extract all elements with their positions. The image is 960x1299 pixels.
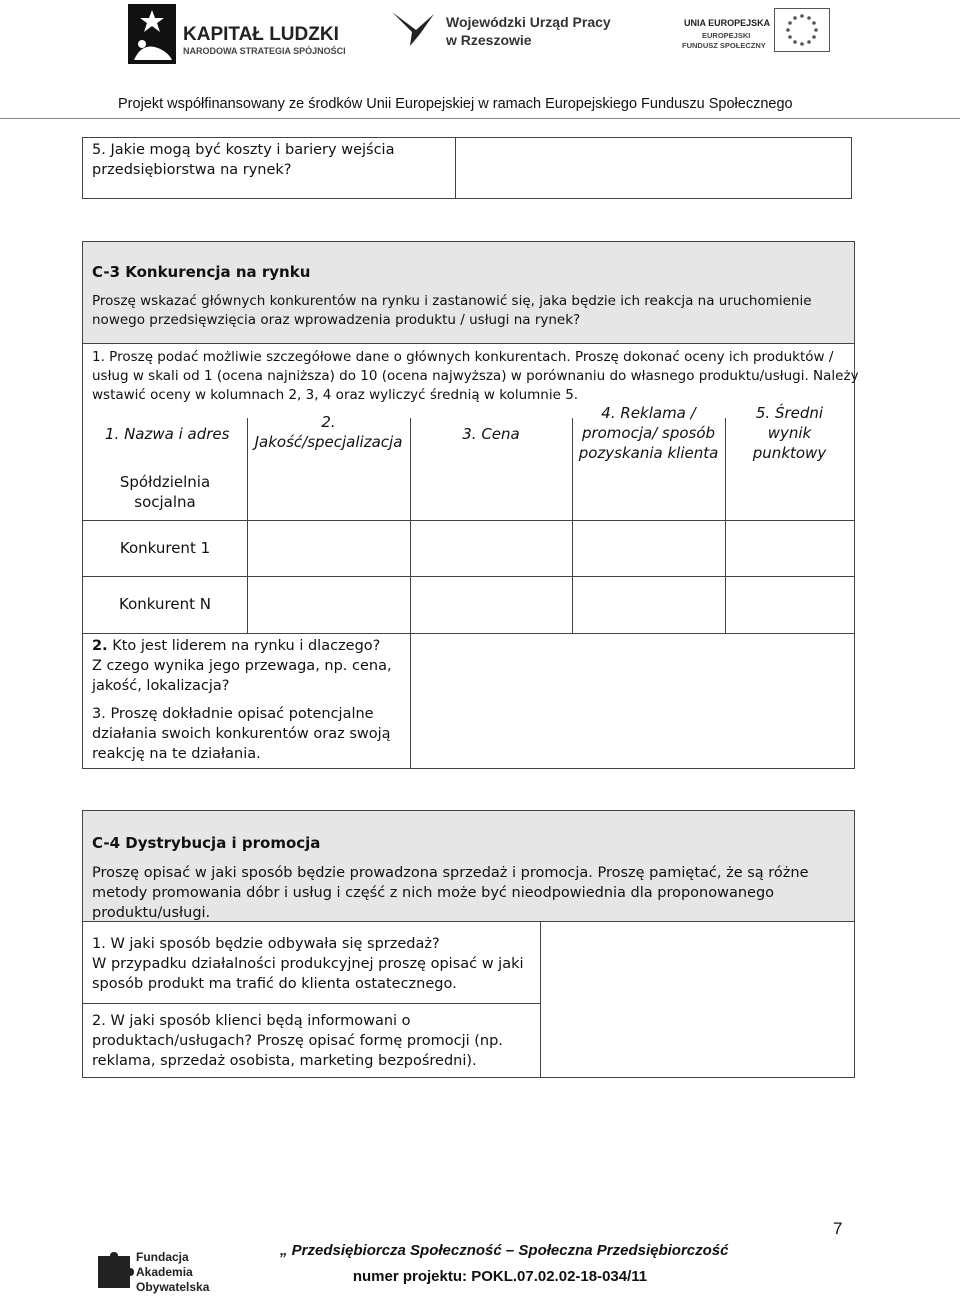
footer-project-number: numer projektu: POKL.07.02.02-18-034/11 xyxy=(352,1268,648,1285)
c4-q1 xyxy=(92,934,524,994)
footer-slogan: „ Przedsiębiorcza Społeczność – Społeczna Przedsiębiorczość xyxy=(280,1242,729,1259)
c4-intro-line2: metody promowania dóbr i usług i część z nich może być nieodpowiednia dla proponowanego xyxy=(92,885,775,901)
kapital-ludzki-emblem-icon xyxy=(128,4,176,64)
fao-line3: Obywatelska xyxy=(136,1280,210,1294)
wup-bird-icon xyxy=(390,8,438,48)
c4-table xyxy=(82,810,855,1078)
c4-q1-line3: sposób produkt ma trafić do klienta ostatecznego. xyxy=(92,976,457,992)
c4-q2-line1: 2. W jaki sposób klienci będą informowani o xyxy=(92,1013,411,1029)
col-header-quality-line1: 2. xyxy=(321,413,336,431)
row-label-cooperative xyxy=(83,472,247,512)
c3-q3-line3: reakcję na te działania. xyxy=(92,746,261,762)
c4-header-cell xyxy=(83,811,854,922)
c3-q3 xyxy=(92,704,391,764)
c4-q2-line2: produktach/usługach? Proszę opisać formę promocji (np. xyxy=(92,1033,503,1049)
col-header-quality-line2: Jakość/specjalizacja xyxy=(254,433,403,451)
eu-flag-icon xyxy=(774,8,830,52)
col-header-average xyxy=(725,403,854,463)
c4-q1-line1: 1. W jaki sposób będzie odbywała się sprzedaż? xyxy=(92,936,440,952)
kapital-ludzki-title: KAPITAŁ LUDZKI xyxy=(183,24,339,45)
q5-question-line1: 5. Jakie mogą być koszty i bariery wejścia xyxy=(92,142,395,158)
c3-q2-line3: jakość, lokalizacja? xyxy=(92,678,230,694)
grid-line xyxy=(410,418,411,633)
c3-q1-line2: usług w skali od 1 (ocena najniższa) do 10 (ocena najwyższa) w porównaniu do własnego produktu/usługi. Należy xyxy=(92,368,859,384)
c3-intro-line1: Proszę wskazać głównych konkurentów na rynku i zastanowić się, jaka będzie ich reakcja na uruchomienie xyxy=(92,293,812,309)
col-header-price: 3. Cena xyxy=(462,425,520,443)
c3-header-cell xyxy=(83,242,854,344)
header-rule xyxy=(0,118,960,119)
col-header-average-line3: punktowy xyxy=(752,444,827,462)
wup-title-line1: Wojewódzki Urząd Pracy xyxy=(446,14,611,30)
c3-title: C-3 Konkurencja na rynku xyxy=(92,263,311,281)
eu-text-line2: EUROPEJSKI xyxy=(702,31,751,40)
q5-answer-cell[interactable] xyxy=(455,138,852,198)
wup-logo xyxy=(390,8,611,52)
c4-q1-line2: W przypadku działalności produkcyjnej proszę opisać w jaki xyxy=(92,956,524,972)
eu-logo xyxy=(678,6,838,66)
fao-line2: Akademia xyxy=(136,1265,193,1279)
kapital-ludzki-logo xyxy=(128,4,346,66)
c3-table xyxy=(82,241,859,769)
col-header-quality xyxy=(247,412,410,452)
c4-answer-cell[interactable] xyxy=(541,922,854,1077)
c4-intro-line1: Proszę opisać w jaki sposób będzie prowadzona sprzedaż i promocja. Proszę pamiętać, że są różne xyxy=(92,865,809,881)
c3-q2 xyxy=(92,636,392,696)
col-header-promotion xyxy=(572,403,725,463)
col-header-promotion-line3: pozyskania klienta xyxy=(578,444,719,462)
fao-logo xyxy=(94,1246,234,1298)
row-label-competitor-1: Konkurent 1 xyxy=(119,539,211,557)
col-header-name: 1. Nazwa i adres xyxy=(105,425,230,443)
kapital-ludzki-subtitle: NARODOWA STRATEGIA SPÓJNOŚCI xyxy=(183,46,346,56)
c4-intro-line3: produktu/usługi. xyxy=(92,905,211,921)
col-header-promotion-line1: 4. Reklama / xyxy=(601,404,696,422)
c3-q3-line2: działania swoich konkurentów oraz swoją xyxy=(92,726,391,742)
q5-table xyxy=(82,137,852,199)
funding-line: Projekt współfinansowany ze środków Unii Europejskiej w ramach Europejskiego Funduszu Społecznego xyxy=(118,96,793,112)
grid-line xyxy=(83,1003,540,1004)
c3-intro-line2: nowego przedsięwzięcia oraz wprowadzenia produktu / usługi na rynek? xyxy=(92,312,581,328)
grid-line xyxy=(83,520,854,521)
row-label-cooperative-line2: socjalna xyxy=(134,493,196,511)
q5-question-line2: przedsiębiorstwa na rynek? xyxy=(92,162,292,178)
c4-q2-line3: reklama, sprzedaż osobista, marketing bezpośredni). xyxy=(92,1053,477,1069)
col-header-average-line2: wynik xyxy=(767,424,812,442)
c3-q2-number: 2. xyxy=(92,638,108,654)
c4-q2 xyxy=(92,1011,503,1071)
c3-q1-line3: wstawić oceny w kolumnach 2, 3, 4 oraz wyliczyć średnią w kolumnie 5. xyxy=(92,387,579,403)
fao-line1: Fundacja xyxy=(136,1250,189,1264)
c3-q2-line2: Z czego wynika jego przewaga, np. cena, xyxy=(92,658,392,674)
eu-text-line3: FUNDUSZ SPOŁECZNY xyxy=(682,41,766,50)
c3-q1-line1: 1. Proszę podać możliwie szczegółowe dane o głównych konkurentach. Proszę dokonać oceny ich produktów / xyxy=(92,349,834,365)
page-number: 7 xyxy=(833,1219,843,1238)
wup-title-line2: w Rzeszowie xyxy=(446,32,532,48)
c4-title: C-4 Dystrybucja i promocja xyxy=(92,834,321,852)
eu-text-line1: UNIA EUROPEJSKA xyxy=(684,18,771,28)
row-label-cooperative-line1: Spółdzielnia xyxy=(119,473,211,491)
col-header-average-line1: 5. Średni xyxy=(755,404,824,422)
row-label-competitor-n: Konkurent N xyxy=(119,595,211,613)
puzzle-icon xyxy=(94,1252,134,1292)
grid-line xyxy=(83,576,854,577)
c3-q2-line1: Kto jest liderem na rynku i dlaczego? xyxy=(112,638,381,654)
c3-q2-answer-cell[interactable] xyxy=(411,634,854,768)
col-header-promotion-line2: promocja/ sposób xyxy=(581,424,716,442)
c3-q3-line1: 3. Proszę dokładnie opisać potencjalne xyxy=(92,706,374,722)
